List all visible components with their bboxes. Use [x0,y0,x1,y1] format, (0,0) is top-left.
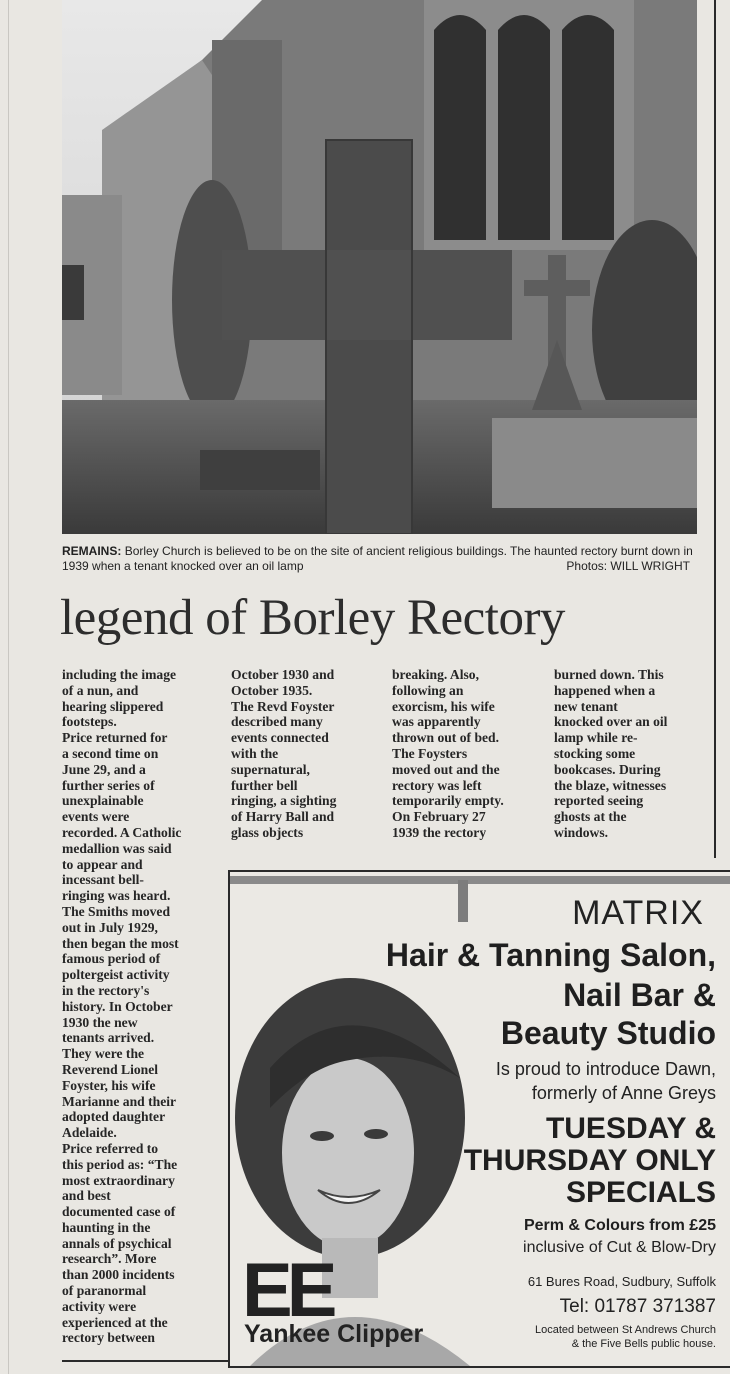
advert-headline-1: Hair & Tanning Salon, [385,937,716,973]
advert-headline-2: Nail Bar & [563,977,716,1013]
article-column-1: including the image of a nun, and hearing slippered footsteps. Price returned for a second time on June 29, and a further series of unexplainable events were recorded. A Catholic medallion was said to appear and incessant bell- ringing was heard. The Smiths moved out in July 1929, then began the most famous period of poltergeist activity in the rectory's history. In October 1930 the new tenants arrived. They were the Reverend Lionel Foyster, his wife Marianne and their adopted daughter Adelaide. Price referred to this period as: “The most extraordinary and best documented case of haunting in the annals of psychical research”. More than 2000 incidents of paranormal activity were experienced at the rectory between [62,667,182,1346]
advert-intro-2: formerly of Anne Greys [531,1083,716,1103]
photo-caption [62,544,702,574]
advert-intro-1: Is proud to introduce Dawn, [495,1059,716,1079]
advert-specials-1: TUESDAY & [545,1112,716,1145]
advert-offer-1: Perm & Colours from £25 [523,1217,716,1234]
article-headline: legend of Borley Rectory [60,590,565,646]
article-column-3: breaking. Also, following an exorcism, his wife was apparently thrown out of bed. The Foysters moved out and the rectory was left temporarily empty. On February 27 1939 the rectory [392,667,504,840]
column-rule [714,0,716,858]
advert-specials-2: THURSDAY ONLY [463,1144,716,1177]
advert-top-bar [230,876,730,884]
advert-brand-bar [458,880,468,922]
article-column-2: October 1930 and October 1935. The Revd Foyster described many events connected with the supernatural, further bell ringing, a sighting of Harry Ball and glass objects [231,667,337,840]
advert-headline-3: Beauty Studio [500,1015,716,1051]
advert-phone: Tel: 01787 371387 [559,1296,716,1317]
advert-address: 61 Bures Road, Sudbury, Suffolk [527,1274,716,1289]
advert-logo-name: Yankee Clipper [244,1320,424,1348]
caption-text: Borley Church is believed to be on the site of ancient religious buildings. The haunted rectory burnt down in 1939 when a tenant knocked over an oil lamp [62,544,693,573]
church-photo [62,0,697,534]
page-edge-rule [8,0,9,1374]
article-column-4: burned down. This happened when a new tenant knocked over an oil lamp while re- stocking some bookcases. During the blaze, witnesses reported seeing ghosts at the windows. [554,667,668,840]
photo-credit: Photos: WILL WRIGHT [566,559,690,573]
advert-offer-2: inclusive of Cut & Blow-Dry [523,1239,716,1256]
advert-brand: MATRIX [572,894,704,932]
salon-advert [228,870,730,1368]
column-bottom-rule [62,1360,228,1362]
advert-logo-mark: EE [242,1248,332,1333]
advert-location-2: & the Five Bells public house. [571,1338,716,1350]
advert-location-1: Located between St Andrews Church [534,1324,716,1336]
caption-label: REMAINS: [62,544,122,558]
advert-specials-3: SPECIALS [565,1176,716,1209]
